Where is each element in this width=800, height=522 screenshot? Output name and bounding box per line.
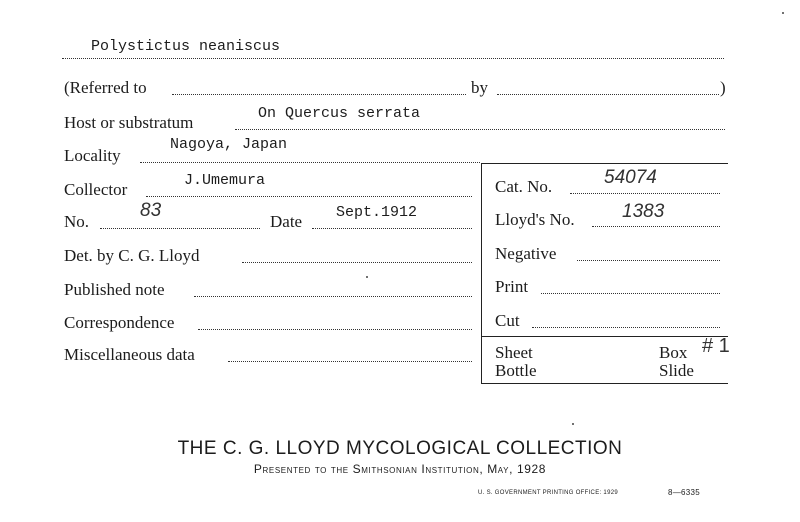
no-value: 83 [140,200,162,221]
det-by-label: Det. by C. G. Lloyd [64,246,200,265]
date-label: Date [270,212,303,231]
locality-value: Nagoya, Japan [170,136,288,153]
collector-value: J.Umemura [184,172,266,189]
box-divider [481,336,728,337]
referred-to-label: (Referred to [64,78,147,97]
printing-office-note: U. S. GOVERNMENT PRINTING OFFICE: 1929 [478,490,618,496]
box-label: Box [659,343,688,362]
negative-label: Negative [495,244,557,263]
host-value: On Quercus serrata [258,105,421,122]
print-line [541,293,720,294]
species-name: Polystictus neaniscus [91,38,281,55]
published-note-line [194,296,472,297]
speck [782,12,784,14]
correspondence-label: Correspondence [64,313,175,332]
cut-label: Cut [495,311,520,330]
lloyd-no-line [592,226,720,227]
det-by-line [242,262,472,263]
no-line [100,228,260,229]
no-label: No. [64,212,90,231]
box-top-border [481,163,728,164]
lloyd-no-label: Lloyd's No. [495,210,575,229]
form-number: 8—6335 [668,488,701,497]
box-left-border [481,163,482,383]
date-value: Sept.1912 [336,204,418,221]
locality-line [140,162,480,163]
host-line [235,129,725,130]
by-label: by [471,78,488,97]
lloyd-no-value: 1383 [622,201,665,222]
box-bottom-border [481,383,728,384]
slide-label: Slide [659,361,694,380]
misc-data-label: Miscellaneous data [64,345,195,364]
host-label: Host or substratum [64,113,194,132]
by-line [497,94,719,95]
referred-to-line [172,94,466,95]
collector-label: Collector [64,180,128,199]
misc-data-line [228,361,472,362]
published-note-label: Published note [64,280,165,299]
cat-no-line [570,193,720,194]
cat-no-value: 54074 [604,167,657,188]
cut-line [532,327,720,328]
bottle-label: Bottle [495,361,537,380]
print-label: Print [495,277,529,296]
collection-subtitle: Presented to the Smithsonian Institution, May, 1928 [253,462,547,476]
species-line [62,58,724,59]
locality-label: Locality [64,146,121,165]
close-paren: ) [720,78,726,97]
sheet-label: Sheet [495,343,533,362]
speck [572,423,574,425]
collection-title: THE C. G. LLOYD MYCOLOGICAL COLLECTION [177,438,623,459]
date-line [312,228,472,229]
negative-line [577,260,720,261]
cat-no-label: Cat. No. [495,177,553,196]
box-value: # 1 [702,335,730,357]
collector-line [146,196,472,197]
speck [366,276,368,278]
correspondence-line [198,329,472,330]
